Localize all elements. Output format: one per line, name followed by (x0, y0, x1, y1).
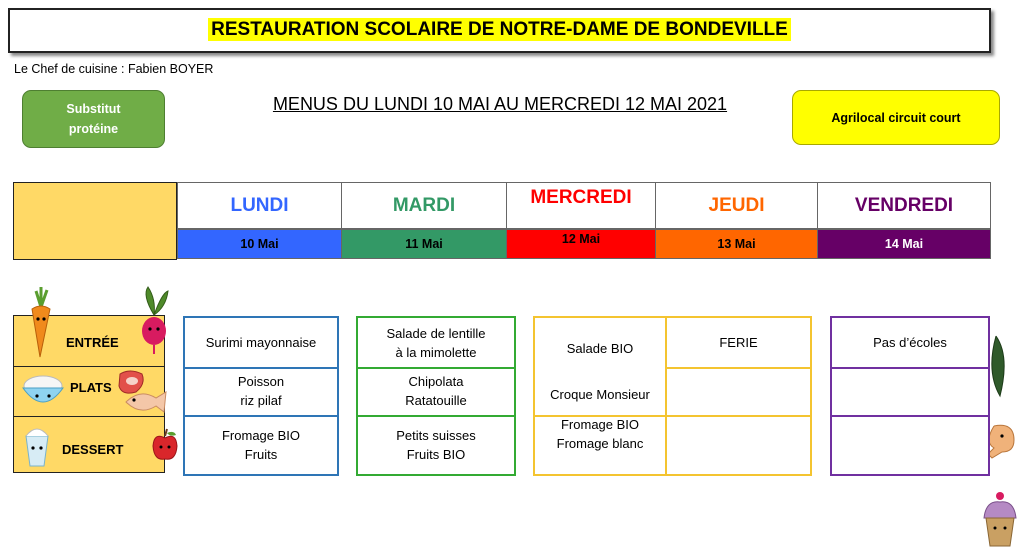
fish-icon (122, 386, 168, 418)
day-header-mercredi (506, 182, 655, 229)
menu-lundi-dessert: Fromage BIO Fruits (221, 427, 301, 462)
apple-icon (150, 428, 180, 462)
date-vendredi: 14 Mai (817, 229, 991, 259)
yogurt-icon (20, 422, 54, 468)
menus-title: MENUS DU LUNDI 10 MAI AU MERCREDI 12 MAI 2021 (272, 94, 728, 114)
day-header-mardi (341, 182, 506, 229)
page-title: RESTAURATION SCOLAIRE DE NOTRE-DAME DE BONDEVILLE (208, 18, 791, 41)
day-header-lundi (177, 182, 341, 229)
header-corner (13, 182, 177, 260)
date-mercredi: 12 Mai (506, 229, 655, 259)
substitut-proteine-legend: Substitut protéine (22, 90, 165, 148)
menu-mardi-plat: Chipolata Ratatouille (405, 374, 467, 408)
cupcake-icon (980, 488, 1020, 548)
date-jeudi: 13 Mai (655, 229, 817, 259)
day-header-jeudi (655, 182, 817, 229)
menu-box-mardi (356, 316, 516, 476)
label-entree: ENTRÉE (66, 335, 119, 350)
menu-mercredi-entree: Salade BIO (566, 341, 634, 356)
date-mardi: 11 Mai (341, 229, 506, 259)
day-name-mardi: MARDI (392, 194, 456, 216)
date-lundi: 10 Mai (177, 229, 341, 259)
menu-lundi-entree: Surimi mayonnaise (205, 335, 317, 350)
chef-credit: Le Chef de cuisine : Fabien BOYER (14, 62, 214, 76)
menu-box-lundi (183, 316, 339, 476)
menu-mardi-entree: Salade de lentille à la mimolette (386, 325, 486, 360)
day-name-mercredi: MERCREDI (530, 187, 632, 208)
day-name-vendredi: VENDREDI (854, 194, 954, 216)
title-banner (8, 8, 991, 53)
menu-lundi-plat: Poisson riz pilaf (237, 374, 285, 408)
label-dessert: DESSERT (62, 442, 124, 457)
menu-mercredi-plat: Croque Monsieur (550, 386, 650, 402)
menu-mardi-dessert: Petits suisses Fruits BIO (396, 427, 476, 462)
carrot-icon (26, 287, 56, 359)
menu-vendredi-entree: Pas d’écoles (873, 335, 947, 350)
day-header-vendredi (817, 182, 991, 229)
day-name-jeudi: JEUDI (708, 194, 765, 216)
radish-icon (136, 285, 172, 355)
menu-box-mercredi-jeudi (533, 316, 812, 476)
menu-mercredi-dessert: Fromage BIO Fromage blanc (556, 417, 644, 451)
rice-bowl-icon (20, 372, 66, 408)
menu-jeudi-entree: FERIE (719, 335, 758, 350)
label-plats: PLATS (70, 380, 112, 395)
menu-box-vendredi (830, 316, 990, 476)
day-name-lundi: LUNDI (230, 194, 289, 216)
agrilocal-legend: Agrilocal circuit court (792, 90, 1000, 145)
